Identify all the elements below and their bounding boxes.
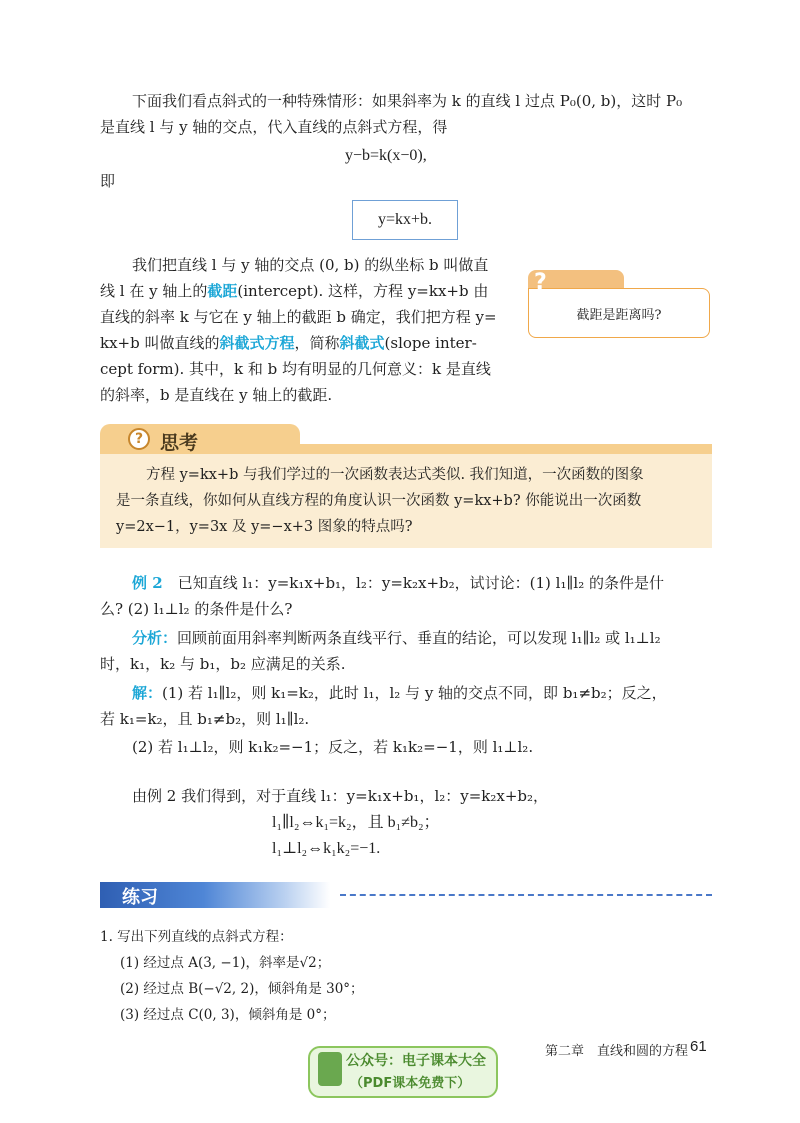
equation-point-slope: y−b=k(x−0), (345, 147, 427, 164)
definition-line-1: 我们把直线 l 与 y 轴的交点 (0, b) 的纵坐标 b 叫做直 (132, 256, 489, 274)
book-icon (318, 1052, 342, 1086)
footer-chapter: 第二章 直线和圆的方程 (545, 1044, 689, 1059)
think-line-2: 是一条直线，你如何从直线方程的角度认识一次函数 y=kx+b? 你能说出一次函数 (116, 493, 642, 509)
keyword-slope-intercept-equation: 斜截式方程 (219, 334, 295, 352)
example-line-1: 例 2 已知直线 l₁：y=k₁x+b₁，l₂：y=k₂x+b₂，试讨论：(1) l₁∥l₂ 的条件是什 (132, 574, 664, 592)
practice-item-1: (1) 经过点 A(3, −1)，斜率是√2； (120, 955, 331, 971)
analysis-label: 分析： (132, 629, 178, 647)
think-title: 思考 (160, 432, 199, 454)
keyword-intercept: 截距 (207, 282, 238, 300)
solution-line-1: 解：(1) 若 l₁∥l₂，则 k₁=k₂，此时 l₁，l₂ 与 y 轴的交点不同，即 b₁≠b₂；反之， (132, 684, 667, 702)
formula-box (352, 200, 458, 240)
watermark-line-2: （PDF课本免费下） (350, 1076, 471, 1091)
intro-line-1: 下面我们看点斜式的一种特殊情形：如果斜率为 k 的直线 l 过点 P₀(0, b)，这时 P₀ (132, 92, 683, 110)
analysis-line-1: 分析：回顾前面用斜率判断两条直线平行、垂直的结论，可以发现 l₁∥l₂ 或 l₁⊥l₂ (132, 629, 661, 647)
think-question-icon: ? (128, 428, 150, 450)
definition-line-2: 线 l 在 y 轴上的截距(intercept). 这样，方程 y=kx+b 由 (100, 282, 489, 300)
solution-line-3: (2) 若 l₁⊥l₂，则 k₁k₂=−1；反之，若 k₁k₂=−1，则 l₁⊥l₂. (132, 738, 534, 756)
think-line-3: y=2x−1，y=3x 及 y=−x+3 图象的特点吗? (116, 519, 413, 535)
definition-line-5: cept form). 其中，k 和 b 均有明显的几何意义：k 是直线 (100, 360, 491, 378)
intro-ji: 即 (100, 172, 116, 190)
example-line-2: 么? (2) l₁⊥l₂ 的条件是什么? (100, 600, 293, 618)
practice-question-1: 1. 写出下列直线的点斜式方程： (100, 929, 293, 945)
side-note-text: 截距是距离吗? (576, 307, 662, 323)
definition-line-3: 直线的斜率 k 与它在 y 轴上的截距 b 确定，我们把方程 y= (100, 308, 497, 326)
analysis-line-2: 时，k₁，k₂ 与 b₁，b₂ 应满足的关系. (100, 655, 346, 673)
definition-line-4: kx+b 叫做直线的斜截式方程，简称斜截式(slope inter- (100, 334, 477, 352)
solution-line-2: 若 k₁=k₂，且 b₁≠b₂，则 l₁∥l₂. (100, 710, 310, 728)
equation-slope-intercept: y=kx+b. (377, 211, 433, 228)
page-number: 61 (690, 1038, 707, 1055)
conclusion-parallel: l₁∥l₂⇔k₁=k₂，且 b₁≠b₂； (272, 814, 440, 831)
practice-item-2: (2) 经过点 B(−√2, 2)，倾斜角是 30°； (120, 981, 364, 997)
question-mark-icon: ? (534, 270, 547, 295)
solution-label: 解： (132, 684, 163, 702)
definition-line-6: 的斜率，b 是直线在 y 轴上的截距. (100, 386, 333, 404)
intro-line-2: 是直线 l 与 y 轴的交点，代入直线的点斜式方程，得 (100, 118, 448, 136)
practice-item-3: (3) 经过点 C(0, 3)，倾斜角是 0°； (120, 1007, 336, 1023)
practice-title: 练习 (122, 887, 158, 908)
side-note-box (528, 288, 710, 338)
practice-dashed-rule (340, 894, 712, 896)
conclusion-line-1: 由例 2 我们得到，对于直线 l₁：y=k₁x+b₁，l₂：y=k₂x+b₂， (132, 787, 549, 805)
conclusion-perpendicular: l₁⊥l₂⇔k₁k₂=−1. (272, 840, 381, 857)
example-label: 例 2 (132, 574, 163, 592)
keyword-slope-intercept: 斜截式 (339, 334, 385, 352)
watermark-line-1: 公众号：电子课本大全 (346, 1053, 486, 1069)
think-line-1: 方程 y=kx+b 与我们学过的一次函数表达式类似. 我们知道，一次函数的图象 (146, 467, 644, 483)
